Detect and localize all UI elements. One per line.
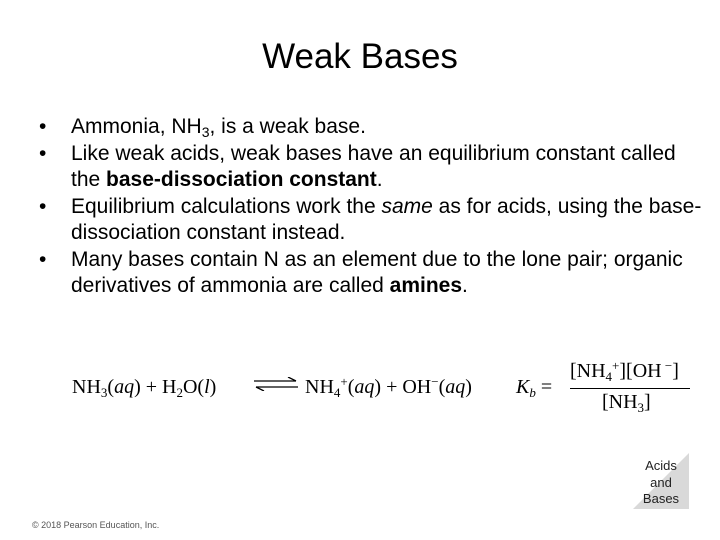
term-base-dissociation-constant: base-dissociation constant (106, 168, 377, 191)
bullet-amines: • Many bases contain N as an element due to the lone pair; organic derivatives of ammonia are called amines. (36, 247, 704, 300)
equilibrium-arrows-icon (252, 377, 300, 391)
equilibrium-equation (72, 360, 700, 416)
bullet-list (36, 114, 704, 300)
copyright-footer: © 2018 Pearson Education, Inc. (32, 520, 160, 530)
kb-symbol: $K_b$ = (516, 376, 553, 400)
term-amines: amines (389, 274, 463, 297)
slide-title: Weak Bases (262, 37, 458, 76)
kb-denominator: $[NH_3]$ (602, 391, 651, 415)
bullet-ammonia: • Ammonia, $NH_3$, is a weak base. (36, 114, 704, 141)
chapter-label: Acids and Bases (642, 458, 680, 506)
equation-text (72, 360, 73, 361)
equation-products: $NH_4^+(aq) + OH^-(aq)$ (305, 374, 472, 400)
kb-numerator: $[NH_4^+][OH$ −] (570, 358, 679, 384)
fraction-bar (570, 388, 690, 389)
equation-reactants: $NH_3(aq) + H_2O(l)$ (72, 376, 217, 400)
bullet-base-dissociation: • Like weak acids, weak bases have an equilibrium constant called the base-dissociation constant. (36, 141, 704, 194)
bullet-equilibrium-calculations: • Equilibrium calculations work the same as for acids, using the base-dissociation constant instead. (36, 194, 704, 247)
